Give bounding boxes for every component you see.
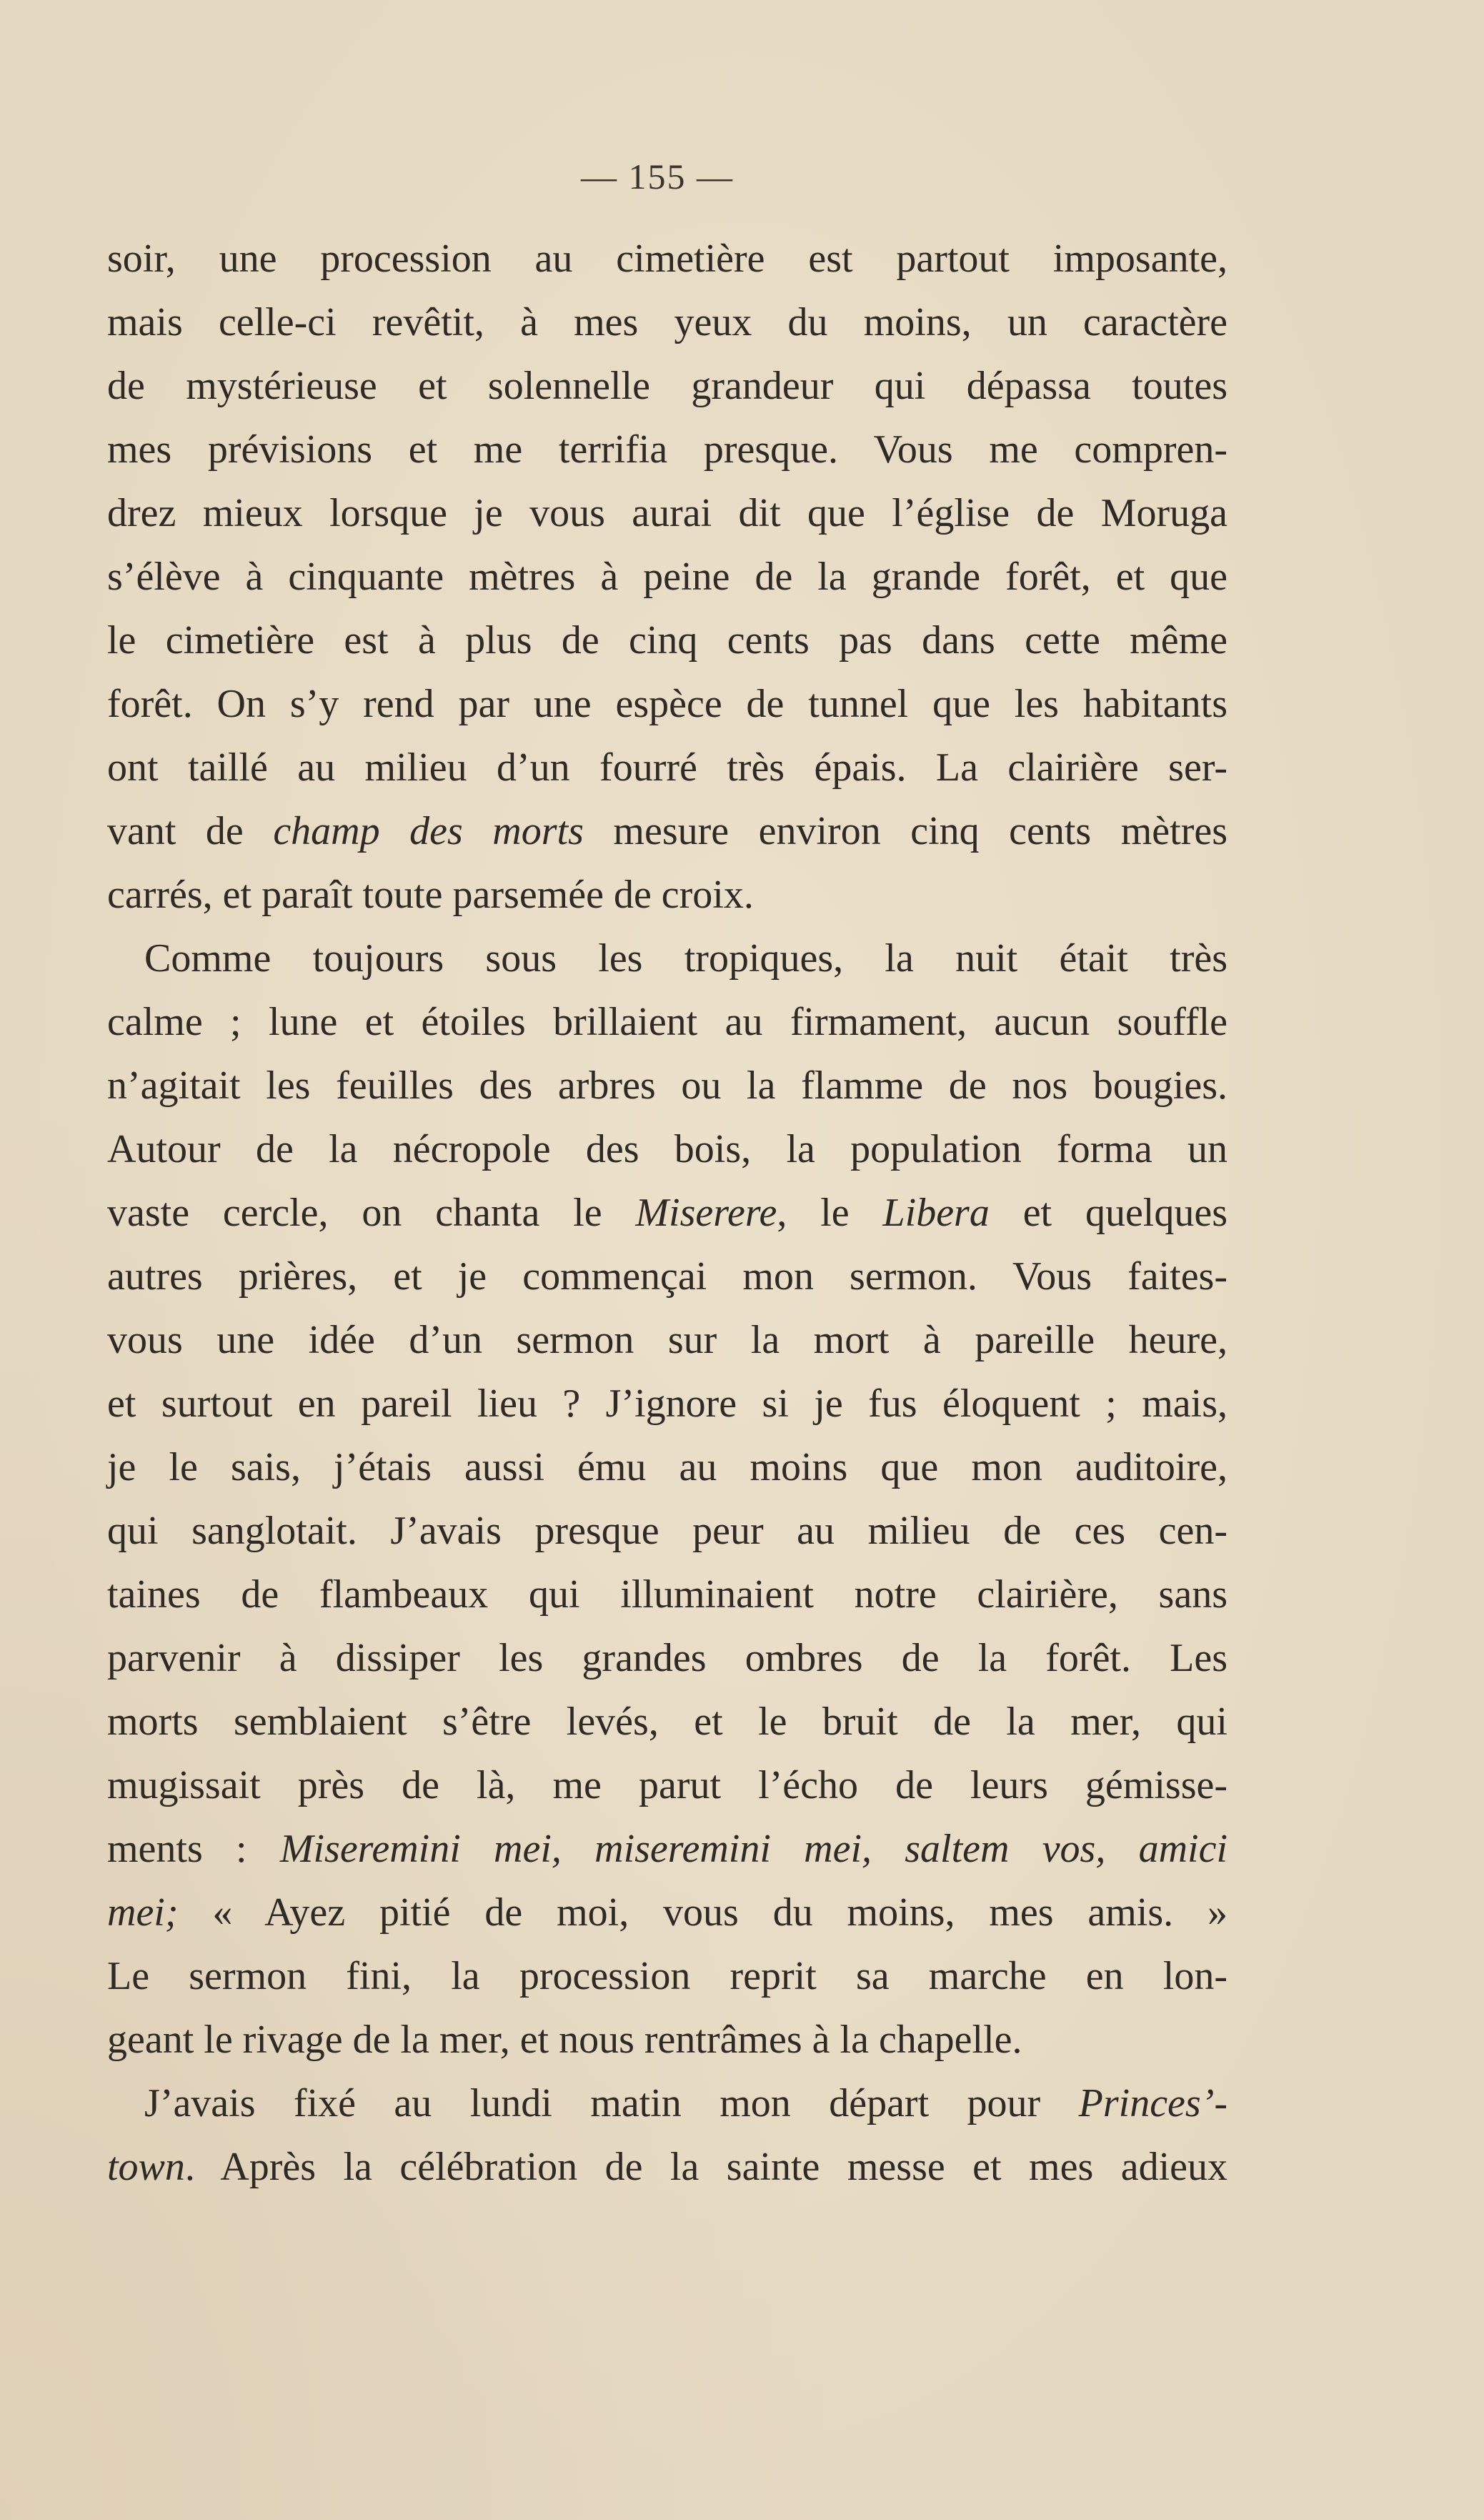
text-line: Autour de la nécropole des bois, la population forma un <box>107 1127 1227 1171</box>
text-segment: « Ayez pitié de moi, vous du moins, mes amis. » <box>178 1890 1227 1935</box>
text-line: n’agitait les feuilles des arbres ou la flamme de nos bougies. <box>107 1063 1227 1108</box>
text-line: Le sermon fini, la procession reprit sa marche en lon- <box>107 1954 1227 1998</box>
text-segment: ments : <box>107 1827 280 1871</box>
text-segment: , le <box>777 1191 883 1235</box>
text-line: de mystérieuse et solennelle grandeur qui dépassa toutes <box>107 364 1227 408</box>
italic-segment: champ des morts <box>273 809 584 853</box>
text-line: le cimetière est à plus de cinq cents pas dans cette même <box>107 618 1227 663</box>
italic-segment: Miserere <box>635 1191 777 1235</box>
italic-segment: Princes’- <box>1078 2081 1227 2125</box>
text-line: morts semblaient s’être levés, et le bruit de la mer, qui <box>107 1700 1227 1744</box>
italic-segment: Libera <box>882 1191 990 1235</box>
text-line: ont taillé au milieu d’un fourré très épais. La clairière ser- <box>107 745 1227 790</box>
text-line: et surtout en pareil lieu ? J’ignore si je fus éloquent ; mais, <box>107 1381 1227 1426</box>
italic-segment: town <box>107 2145 185 2189</box>
italic-segment: mei; <box>107 1890 179 1935</box>
italic-segment: Miseremini mei, miseremini mei, saltem vos, amici <box>279 1827 1227 1871</box>
text-line: carrés, et paraît toute parsemée de croix. <box>107 873 754 917</box>
text-line <box>107 800 1227 863</box>
text-line: autres prières, et je commençai mon sermon. Vous faites- <box>107 1254 1227 1299</box>
text-line: je le sais, j’étais aussi ému au moins que mon auditoire, <box>107 1445 1227 1489</box>
text-line: Comme toujours sous les tropiques, la nuit était très <box>144 936 1227 981</box>
text-line: s’élève à cinquante mètres à peine de la grande forêt, et que <box>107 555 1227 599</box>
text-line <box>107 2072 1227 2135</box>
text-line: mais celle-ci revêtit, à mes yeux du moins, un caractère <box>107 300 1227 344</box>
text-line <box>107 1881 1227 1945</box>
text-line <box>107 2135 1227 2199</box>
text-segment: et quelques <box>989 1191 1228 1235</box>
text-line <box>107 1817 1227 1881</box>
text-segment: vant de <box>107 809 274 853</box>
text-segment: . Après la célébration de la sainte messe et mes adieux <box>184 2145 1227 2189</box>
text-segment: vaste cercle, on chanta le <box>107 1191 636 1235</box>
text-line: vous une idée d’un sermon sur la mort à pareille heure, <box>107 1318 1227 1362</box>
text-line: parvenir à dissiper les grandes ombres de la forêt. Les <box>107 1636 1227 1680</box>
text-line: calme ; lune et étoiles brillaient au firmament, aucun souffle <box>107 1000 1227 1044</box>
text-segment: mesure environ cinq cents mètres <box>583 809 1227 853</box>
text-line: taines de flambeaux qui illuminaient notre clairière, sans <box>107 1572 1227 1617</box>
text-segment: J’avais fixé au lundi matin mon départ pour <box>144 2081 1079 2125</box>
page-number: — 155 — <box>581 157 734 197</box>
text-line: soir, une procession au cimetière est partout imposante, <box>107 237 1227 281</box>
text-line: mugissait près de là, me parut l’écho de leurs gémisse- <box>107 1763 1227 1807</box>
text-line: geant le rivage de la mer, et nous rentrâmes à la chapelle. <box>107 2018 1022 2062</box>
text-line: qui sanglotait. J’avais presque peur au milieu de ces cen- <box>107 1509 1227 1553</box>
text-line: drez mieux lorsque je vous aurai dit que l’église de Moruga <box>107 491 1227 535</box>
body-text <box>107 227 1227 2199</box>
text-line <box>107 1181 1227 1245</box>
text-line: mes prévisions et me terrifia presque. Vous me compren- <box>107 427 1227 472</box>
text-line: forêt. On s’y rend par une espèce de tunnel que les habitants <box>107 682 1227 726</box>
